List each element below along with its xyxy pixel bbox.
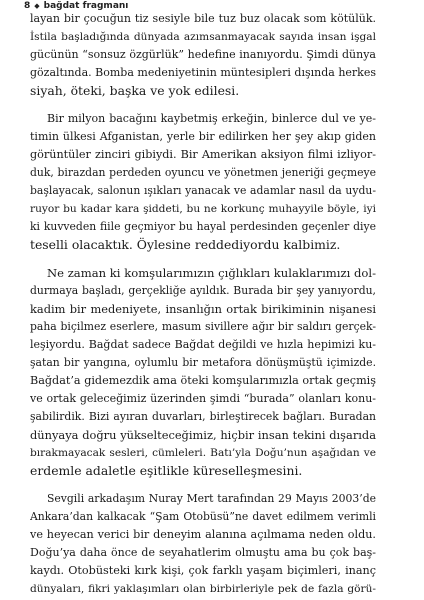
text-line: teselli olacaktık. Öylesine reddediyordu kalbimiz. (30, 237, 341, 252)
text-line: dünyaya doğru yükselteceğimiz, hiçbir insan tekini dışarıda (30, 428, 376, 442)
text-line: ruyor bu kadar kara şiddeti, bu ne korkunç muhayyile böyle, iyi (30, 203, 376, 215)
text-line: leşiyordu. Bağdat sadece Bağdat değildi ve hızla hepimizi ku- (30, 338, 376, 351)
text-line: Ne zaman ki komşularımızın çığlıkları kulaklarımızı dol- (47, 266, 376, 280)
text-line: şabilirdik. Bizi ayıran duvarları, birleştirecek bağları. Buradan (30, 410, 376, 423)
text-line: siyah, öteki, başka ve yok edilesi. (30, 83, 240, 98)
paragraph-3 (30, 264, 376, 480)
text-line: başlayacak, salonun ışıkları yanacak ve adamlar nasıl da uydu- (30, 184, 376, 197)
text-line: duk, birazdan perdeden oyuncu ve yönetmen jeneriği geçmeye (30, 166, 376, 179)
text-line: gözaltında. Bomba medeniyetinin müntesipleri dışında herkes (30, 66, 376, 79)
book-title: bağdat fragmanı (43, 1, 129, 11)
page-body (30, 10, 376, 598)
text-line: ve ortak geleceğimiz üzerinden şimdi “burada” olanları konu- (30, 392, 376, 405)
text-line: bırakmayacak sesleri, cümleleri. Batı’yla Doğu’nun aşağıdan ve (30, 447, 376, 459)
text-line: Doğu’ya daha önce de seyahatlerim olmuştu ama bu çok baş- (30, 546, 376, 559)
text-line: Sevgili arkadaşım Nuray Mert tarafından 29 Mayıs 2003’de (47, 492, 376, 505)
text-line: dünyaları, fikri yaklaşımları olan birbirleriyle pek de fazla görü- (30, 583, 376, 595)
text-line: layan bir çocuğun tiz sesiyle bile tuz buz olacak som kötülük. (30, 12, 376, 25)
text-line: Bağdat’a gidemezdik ama öteki komşularımızla ortak geçmiş (30, 374, 376, 387)
text-line: gücünün “sonsuz özgürlük” hedefine inanıyordu. Şimdi dünya (30, 48, 376, 61)
text-line: ve heyecan verici bir deneyim alanına açılmama neden oldu. (30, 528, 376, 541)
text-line: Ankara’dan kalkacak “Şam Otobüsü”ne davet edilmem verimli (30, 510, 376, 523)
paragraph-2 (30, 110, 376, 254)
text-line: timin ülkesi Afganistan, yerle bir edilirken her şey akıp giden (30, 130, 376, 143)
page-number: 8 (24, 1, 31, 11)
text-line: şatan bir yangına, oylumlu bir metafora dönüşmüştü içimizde. (30, 356, 376, 369)
text-line: erdemle adaletle eşitlikle küreselleşmesini. (30, 463, 303, 478)
text-line: görüntüler zinciri gibiydi. Bir Amerikan aksiyon filmi izliyor- (30, 148, 376, 161)
text-line: paha biçilmez eserlere, masum sivillere ağır bir saldırı gerçek- (30, 320, 376, 333)
text-line: Bir milyon bacağını kaybetmiş erkeğin, binlerce dul ve ye- (47, 112, 376, 125)
text-line: durmaya başladı, gerçekliğe ayıldık. Burada bir şey yanıyordu, (30, 284, 376, 297)
text-line: kaydı. Otobüsteki kırk kişi, çok farklı yaşam biçimleri, inanç (30, 564, 376, 577)
text-line: İstila başladığında dünyada azımsanmayacak sayıda insan işgal (30, 31, 376, 43)
paragraph-4 (30, 490, 376, 598)
diamond-separator-icon: ◆ (34, 2, 40, 10)
paragraph-1 (30, 10, 376, 100)
text-line: kadim bir medeniyete, insanlığın ortak birikiminin nişanesi (30, 302, 376, 316)
text-line: ki kuvveden fiile geçmiyor bu hayal perdesinden geçenler diye (30, 220, 376, 233)
